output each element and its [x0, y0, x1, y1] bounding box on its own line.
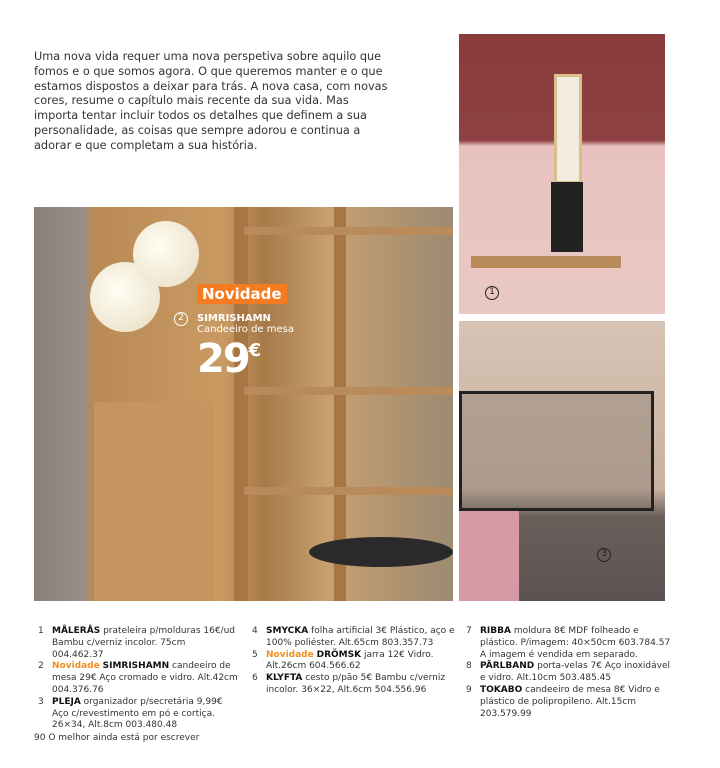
list-item	[466, 685, 671, 720]
item-name: SIMRISHAMN	[102, 661, 170, 672]
product-price	[197, 336, 259, 382]
intro-text: Uma nova vida requer uma nova perspetiva sobre aquilo que fomos e o que somos agora. O que queremos manter e o que estamos dispostos a deixar para trás. A nova casa, com novas cores, resume o capítulo mais recente da sua vida. Mas importa tentar incluir todos os detalhes que definem a sua personalidade, as coisas que sempre adorou e continua a adorar e que completam a sua história.	[34, 50, 388, 152]
price-value: 29	[197, 336, 249, 382]
item-text: porta-velas 7€ Aço inoxidável e vidro. Alt.10cm 503.485.45	[480, 661, 670, 684]
item-text: cesto p/pão 5€ Bambu c/verniz incolor. 36×22, Alt.6cm 504.556.96	[266, 673, 446, 695]
item-name: MÅLERÅS	[52, 626, 101, 636]
product-list-col2	[252, 626, 457, 697]
shelf-photo	[459, 34, 665, 314]
item-number: 8	[466, 661, 472, 672]
new-label: Novidade	[52, 661, 100, 672]
product-list-col1	[38, 626, 238, 732]
list-item	[252, 673, 457, 697]
item-number: 4	[252, 626, 258, 636]
item-name: SMYCKA	[266, 626, 309, 636]
item-number: 6	[252, 673, 258, 684]
item-text: organizador p/secretária 9,99€ Aço c/revestimento em pó e cortiça. 26×34, Alt.8cm 003.480.48	[52, 696, 223, 731]
item-text: jarra 12€ Vidro. Alt.26cm 604.566.62	[266, 649, 434, 672]
item-number: 1	[38, 626, 44, 636]
list-item	[252, 650, 457, 674]
main-photo	[34, 207, 453, 601]
section-title: O melhor ainda está por escrever	[48, 733, 200, 743]
item-text: prateleira p/molduras 16€/ud Bambu c/verniz incolor. 75cm 004.462.37	[52, 626, 235, 660]
photo-number: 3	[597, 548, 611, 562]
item-text: candeeiro de mesa 29€ Aço cromado e vidro. Alt.42cm 004.376.76	[52, 661, 238, 695]
item-text: moldura 8€ MDF folheado e plástico. P/imagem: 40×50cm 603.784.57 A imagem é vendida em separado.	[480, 626, 671, 660]
product-description: Candeeiro de mesa	[197, 324, 294, 335]
item-name: PLEJA	[52, 696, 81, 707]
list-item	[252, 626, 457, 650]
item-number: 7	[466, 626, 472, 636]
new-label: Novidade	[266, 649, 314, 660]
list-item	[38, 697, 238, 732]
item-name: RIBBA	[480, 626, 511, 636]
item-number: 2	[38, 661, 44, 672]
photo-number: 1	[485, 286, 499, 300]
item-text: folha artificial 3€ Plástico, aço e 100% poliéster. Alt.65cm 803.357.73	[266, 626, 455, 648]
product-list-col3	[466, 626, 671, 720]
item-name: KLYFTA	[266, 673, 303, 684]
product-name: SIMRISHAMN	[197, 313, 271, 324]
desk-photo	[459, 321, 665, 601]
item-number: 9	[466, 684, 472, 695]
page-footer	[34, 733, 199, 743]
item-name: DRÖMSK	[316, 649, 362, 660]
list-item	[38, 626, 238, 661]
item-name: TOKABO	[480, 684, 523, 695]
page-number: 90	[34, 733, 46, 743]
list-item	[466, 661, 671, 685]
item-number: 5	[252, 649, 258, 660]
item-number: 3	[38, 696, 44, 707]
list-item	[466, 626, 671, 661]
price-currency: €	[248, 340, 260, 361]
list-item	[38, 661, 238, 696]
product-number: 2	[174, 312, 188, 326]
new-badge: Novidade	[197, 284, 287, 304]
item-name: PÄRLBAND	[480, 661, 535, 672]
item-text: candeeiro de mesa 8€ Vidro e plástico de polipropileno. Alt.15cm 203.579.99	[480, 684, 660, 719]
